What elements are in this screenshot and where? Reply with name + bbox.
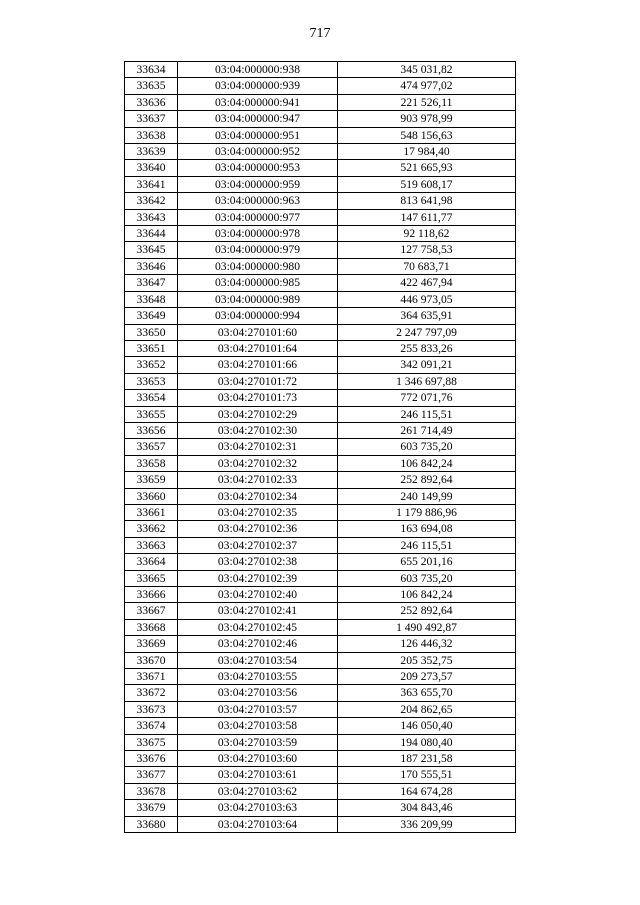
cadastral-number-cell: 03:04:270103:59 (178, 734, 338, 750)
row-number-cell: 33644 (125, 226, 178, 242)
row-number-cell: 33645 (125, 242, 178, 258)
row-number-cell: 33671 (125, 669, 178, 685)
cadastral-number-cell: 03:04:000000:989 (178, 291, 338, 307)
table-row (125, 439, 516, 455)
cadastral-value-cell: 474 977,02 (338, 78, 516, 94)
row-number-cell: 33667 (125, 603, 178, 619)
row-number-cell: 33668 (125, 619, 178, 635)
table-row (125, 587, 516, 603)
cadastral-value-cell: 364 635,91 (338, 308, 516, 324)
cadastral-value-cell: 70 683,71 (338, 258, 516, 274)
table-row (125, 669, 516, 685)
cadastral-number-cell: 03:04:270103:55 (178, 669, 338, 685)
cadastral-value-cell: 655 201,16 (338, 554, 516, 570)
row-number-cell: 33641 (125, 176, 178, 192)
row-number-cell: 33678 (125, 783, 178, 799)
cadastral-value-cell: 106 842,24 (338, 587, 516, 603)
row-number-cell: 33664 (125, 554, 178, 570)
cadastral-number-cell: 03:04:000000:963 (178, 193, 338, 209)
cadastral-value-cell: 170 555,51 (338, 767, 516, 783)
row-number-cell: 33674 (125, 718, 178, 734)
cadastral-number-cell: 03:04:000000:977 (178, 209, 338, 225)
cadastral-value-cell: 1 179 886,96 (338, 504, 516, 520)
row-number-cell: 33663 (125, 537, 178, 553)
table-row (125, 62, 516, 78)
cadastral-number-cell: 03:04:270102:36 (178, 521, 338, 537)
row-number-cell: 33656 (125, 422, 178, 438)
cadastral-number-cell: 03:04:270103:56 (178, 685, 338, 701)
cadastral-number-cell: 03:04:270103:62 (178, 783, 338, 799)
cadastral-value-cell: 304 843,46 (338, 800, 516, 816)
cadastral-number-cell: 03:04:000000:941 (178, 94, 338, 110)
cadastral-number-cell: 03:04:270102:31 (178, 439, 338, 455)
cadastral-number-cell: 03:04:000000:952 (178, 144, 338, 160)
cadastral-number-cell: 03:04:000000:951 (178, 127, 338, 143)
cadastral-number-cell: 03:04:270102:29 (178, 406, 338, 422)
cadastral-value-cell: 422 467,94 (338, 275, 516, 291)
row-number-cell: 33666 (125, 587, 178, 603)
table-row (125, 783, 516, 799)
cadastral-value-cell: 194 080,40 (338, 734, 516, 750)
cadastral-number-cell: 03:04:000000:947 (178, 111, 338, 127)
table-row (125, 636, 516, 652)
row-number-cell: 33661 (125, 504, 178, 520)
cadastral-value-cell: 261 714,49 (338, 422, 516, 438)
row-number-cell: 33677 (125, 767, 178, 783)
cadastral-number-cell: 03:04:000000:953 (178, 160, 338, 176)
table-row (125, 127, 516, 143)
cadastral-number-cell: 03:04:270102:35 (178, 504, 338, 520)
cadastral-value-cell: 147 611,77 (338, 209, 516, 225)
cadastral-number-cell: 03:04:270102:39 (178, 570, 338, 586)
cadastral-number-cell: 03:04:000000:978 (178, 226, 338, 242)
cadastral-number-cell: 03:04:000000:939 (178, 78, 338, 94)
row-number-cell: 33669 (125, 636, 178, 652)
table-row (125, 193, 516, 209)
table-row (125, 160, 516, 176)
table-row (125, 258, 516, 274)
cadastral-value-cell: 246 115,51 (338, 537, 516, 553)
table-row (125, 176, 516, 192)
row-number-cell: 33640 (125, 160, 178, 176)
table-row (125, 800, 516, 816)
table-row (125, 242, 516, 258)
table-row (125, 504, 516, 520)
cadastral-value-cell: 17 984,40 (338, 144, 516, 160)
cadastral-value-cell: 146 050,40 (338, 718, 516, 734)
cadastral-value-cell: 205 352,75 (338, 652, 516, 668)
cadastral-value-cell: 240 149,99 (338, 488, 516, 504)
cadastral-number-cell: 03:04:270101:66 (178, 357, 338, 373)
table-row (125, 767, 516, 783)
cadastral-value-cell: 548 156,63 (338, 127, 516, 143)
table-row (125, 685, 516, 701)
cadastral-value-cell: 603 735,20 (338, 570, 516, 586)
table-row (125, 718, 516, 734)
cadastral-number-cell: 03:04:270103:64 (178, 816, 338, 832)
table-row (125, 226, 516, 242)
cadastral-value-cell: 363 655,70 (338, 685, 516, 701)
table-row (125, 144, 516, 160)
cadastral-value-cell: 345 031,82 (338, 62, 516, 78)
row-number-cell: 33646 (125, 258, 178, 274)
cadastral-value-cell: 127 758,53 (338, 242, 516, 258)
cadastral-number-cell: 03:04:270102:45 (178, 619, 338, 635)
table-row (125, 652, 516, 668)
cadastral-value-cell: 446 973,05 (338, 291, 516, 307)
cadastral-number-cell: 03:04:270103:57 (178, 701, 338, 717)
table-row (125, 422, 516, 438)
cadastral-value-cell: 92 118,62 (338, 226, 516, 242)
cadastral-number-cell: 03:04:270102:32 (178, 455, 338, 471)
table-row (125, 291, 516, 307)
table-row (125, 619, 516, 635)
cadastral-number-cell: 03:04:270102:41 (178, 603, 338, 619)
row-number-cell: 33680 (125, 816, 178, 832)
cadastral-number-cell: 03:04:000000:980 (178, 258, 338, 274)
cadastral-value-cell: 221 526,11 (338, 94, 516, 110)
row-number-cell: 33634 (125, 62, 178, 78)
table-row (125, 324, 516, 340)
row-number-cell: 33672 (125, 685, 178, 701)
row-number-cell: 33679 (125, 800, 178, 816)
row-number-cell: 33652 (125, 357, 178, 373)
cadastral-number-cell: 03:04:270102:38 (178, 554, 338, 570)
cadastral-value-cell: 252 892,64 (338, 603, 516, 619)
cadastral-number-cell: 03:04:000000:979 (178, 242, 338, 258)
row-number-cell: 33649 (125, 308, 178, 324)
cadastral-value-cell: 772 071,76 (338, 390, 516, 406)
cadastral-number-cell: 03:04:270103:60 (178, 751, 338, 767)
table-body (125, 62, 516, 833)
cadastral-value-cell: 106 842,24 (338, 455, 516, 471)
row-number-cell: 33653 (125, 373, 178, 389)
cadastral-value-table (124, 61, 516, 833)
table-row (125, 406, 516, 422)
cadastral-value-cell: 209 273,57 (338, 669, 516, 685)
cadastral-value-cell: 2 247 797,09 (338, 324, 516, 340)
cadastral-number-cell: 03:04:270101:64 (178, 340, 338, 356)
table-row (125, 734, 516, 750)
table-row (125, 308, 516, 324)
row-number-cell: 33637 (125, 111, 178, 127)
cadastral-value-cell: 255 833,26 (338, 340, 516, 356)
cadastral-value-cell: 1 346 697,88 (338, 373, 516, 389)
row-number-cell: 33636 (125, 94, 178, 110)
table-row (125, 701, 516, 717)
table-row (125, 751, 516, 767)
cadastral-value-cell: 336 209,99 (338, 816, 516, 832)
table-row (125, 603, 516, 619)
cadastral-value-cell: 519 608,17 (338, 176, 516, 192)
table-row (125, 472, 516, 488)
row-number-cell: 33662 (125, 521, 178, 537)
cadastral-value-cell: 813 641,98 (338, 193, 516, 209)
row-number-cell: 33654 (125, 390, 178, 406)
cadastral-value-cell: 903 978,99 (338, 111, 516, 127)
table-row (125, 455, 516, 471)
cadastral-value-cell: 204 862,65 (338, 701, 516, 717)
table-row (125, 357, 516, 373)
table-row (125, 209, 516, 225)
row-number-cell: 33658 (125, 455, 178, 471)
row-number-cell: 33647 (125, 275, 178, 291)
table-row (125, 570, 516, 586)
table-row (125, 390, 516, 406)
cadastral-number-cell: 03:04:270102:46 (178, 636, 338, 652)
cadastral-number-cell: 03:04:270101:60 (178, 324, 338, 340)
table-row (125, 373, 516, 389)
cadastral-number-cell: 03:04:270102:34 (178, 488, 338, 504)
row-number-cell: 33635 (125, 78, 178, 94)
cadastral-value-cell: 342 091,21 (338, 357, 516, 373)
cadastral-number-cell: 03:04:270103:63 (178, 800, 338, 816)
cadastral-number-cell: 03:04:270102:33 (178, 472, 338, 488)
row-number-cell: 33670 (125, 652, 178, 668)
table-row (125, 340, 516, 356)
row-number-cell: 33660 (125, 488, 178, 504)
row-number-cell: 33651 (125, 340, 178, 356)
cadastral-number-cell: 03:04:270102:30 (178, 422, 338, 438)
row-number-cell: 33676 (125, 751, 178, 767)
cadastral-value-cell: 126 446,32 (338, 636, 516, 652)
row-number-cell: 33642 (125, 193, 178, 209)
table-row (125, 537, 516, 553)
cadastral-number-cell: 03:04:270103:61 (178, 767, 338, 783)
row-number-cell: 33650 (125, 324, 178, 340)
table-row (125, 816, 516, 832)
row-number-cell: 33675 (125, 734, 178, 750)
cadastral-number-cell: 03:04:270103:58 (178, 718, 338, 734)
row-number-cell: 33643 (125, 209, 178, 225)
cadastral-number-cell: 03:04:270102:37 (178, 537, 338, 553)
page-number: 717 (309, 26, 331, 41)
row-number-cell: 33665 (125, 570, 178, 586)
cadastral-value-cell: 521 665,93 (338, 160, 516, 176)
cadastral-value-cell: 187 231,58 (338, 751, 516, 767)
table-row (125, 554, 516, 570)
cadastral-number-cell: 03:04:000000:985 (178, 275, 338, 291)
cadastral-value-cell: 246 115,51 (338, 406, 516, 422)
row-number-cell: 33657 (125, 439, 178, 455)
cadastral-number-cell: 03:04:270103:54 (178, 652, 338, 668)
row-number-cell: 33655 (125, 406, 178, 422)
cadastral-number-cell: 03:04:000000:994 (178, 308, 338, 324)
cadastral-value-cell: 252 892,64 (338, 472, 516, 488)
cadastral-number-cell: 03:04:270102:40 (178, 587, 338, 603)
table-row (125, 275, 516, 291)
cadastral-number-cell: 03:04:000000:938 (178, 62, 338, 78)
row-number-cell: 33639 (125, 144, 178, 160)
row-number-cell: 33673 (125, 701, 178, 717)
cadastral-value-cell: 163 694,08 (338, 521, 516, 537)
cadastral-number-cell: 03:04:270101:73 (178, 390, 338, 406)
cadastral-value-cell: 1 490 492,87 (338, 619, 516, 635)
table-row (125, 521, 516, 537)
cadastral-number-cell: 03:04:000000:959 (178, 176, 338, 192)
table-row (125, 78, 516, 94)
cadastral-value-cell: 603 735,20 (338, 439, 516, 455)
table-row (125, 488, 516, 504)
row-number-cell: 33648 (125, 291, 178, 307)
row-number-cell: 33659 (125, 472, 178, 488)
cadastral-number-cell: 03:04:270101:72 (178, 373, 338, 389)
row-number-cell: 33638 (125, 127, 178, 143)
table-row (125, 94, 516, 110)
table-row (125, 111, 516, 127)
cadastral-value-cell: 164 674,28 (338, 783, 516, 799)
